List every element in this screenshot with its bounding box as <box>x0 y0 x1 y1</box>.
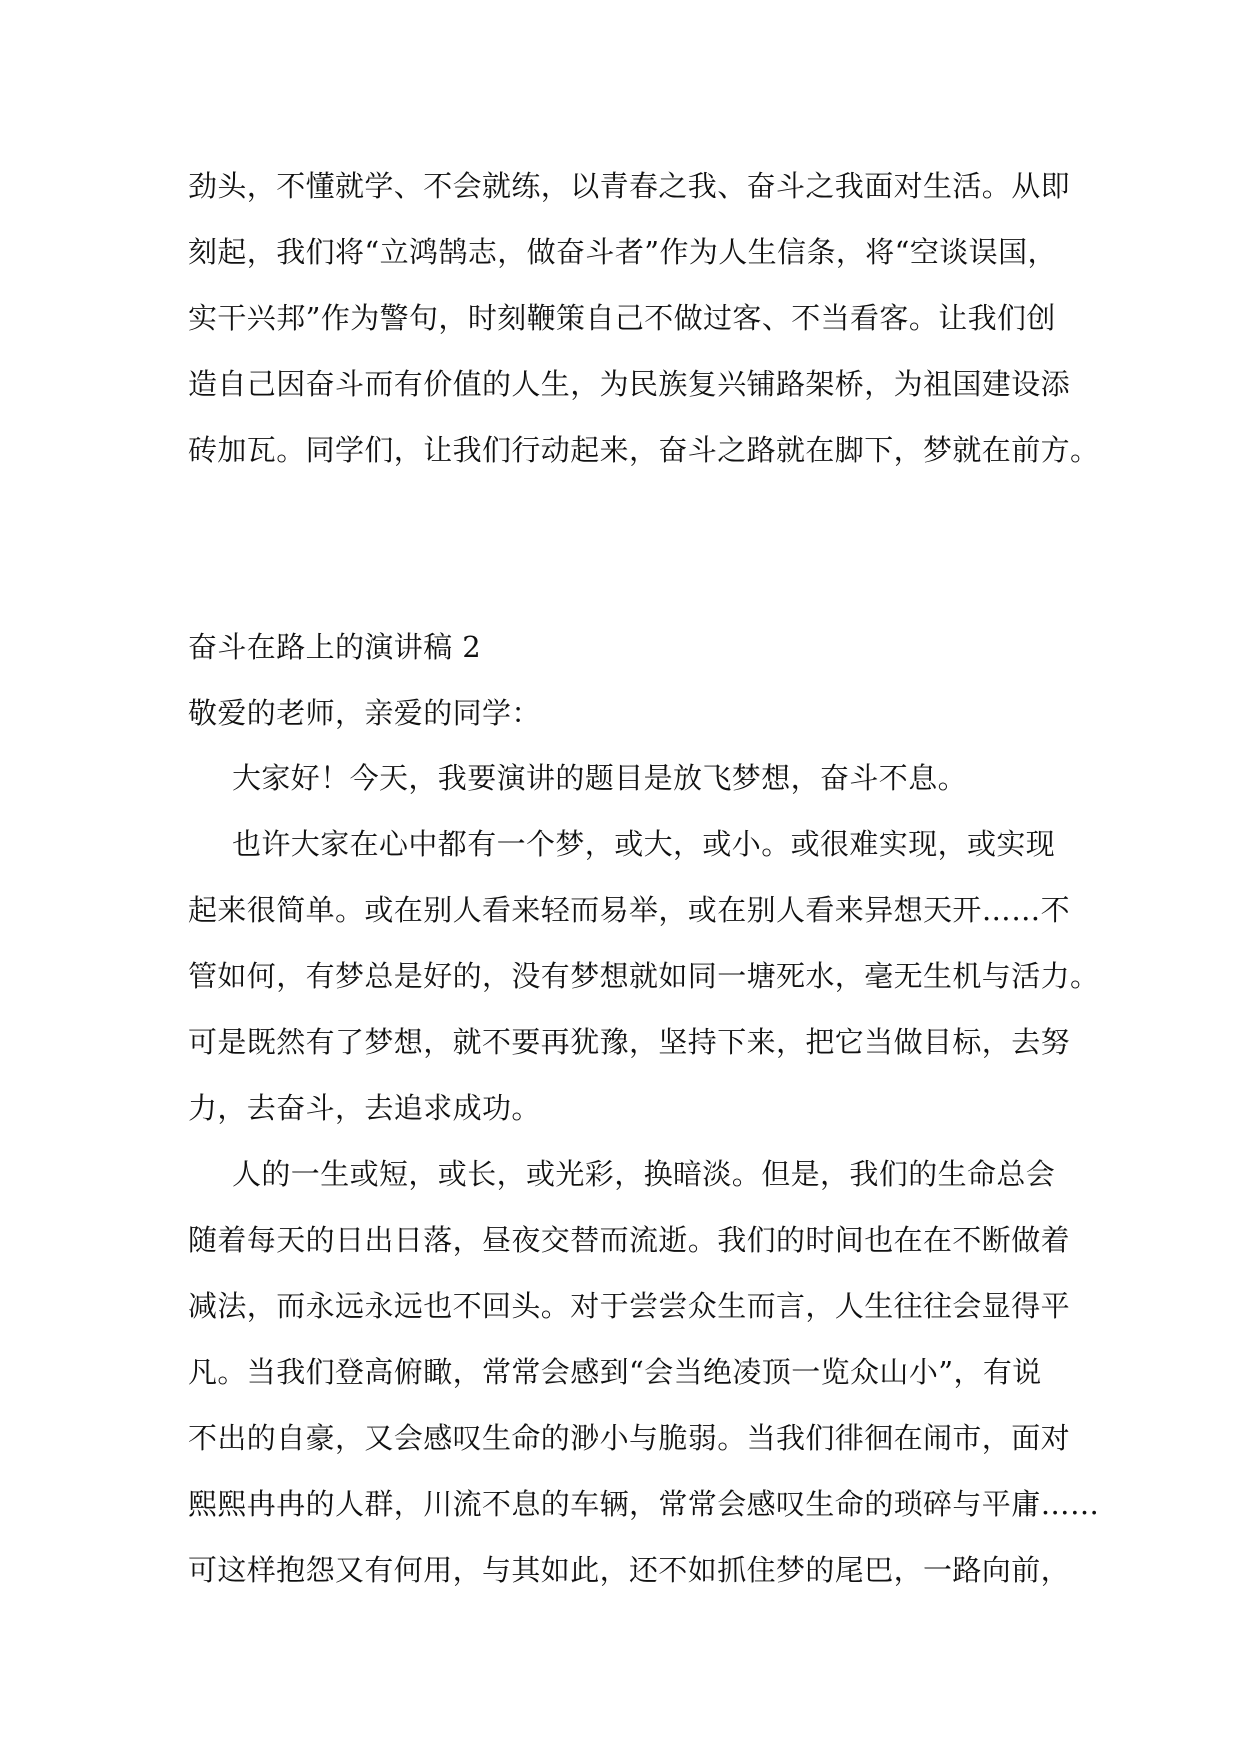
text-line: 人的一生或短，或长，或光彩，换暗淡。但是，我们的生命总会 <box>232 1157 1056 1191</box>
section-title: 奋斗在路上的演讲稿 2 <box>188 630 482 664</box>
text-line: 刻起，我们将“立鸿鹄志，做奋斗者”作为人生信条，将“空谈误国， <box>188 235 1057 269</box>
text-line: 可这样抱怨又有何用，与其如此，还不如抓住梦的尾巴，一路向前， <box>188 1553 1071 1587</box>
text-line: 可是既然有了梦想，就不要再犹豫，坚持下来，把它当做目标，去努 <box>188 1025 1071 1059</box>
salutation: 敬爱的老师，亲爱的同学： <box>188 696 541 730</box>
text-line: 实干兴邦”作为警句，时刻鞭策自己不做过客、不当看客。让我们创 <box>188 301 1056 335</box>
text-line: 凡。当我们登高俯瞰，常常会感到“会当绝凌顶一览众山小”，有说 <box>188 1355 1042 1389</box>
paragraph-life <box>188 1141 1100 1603</box>
paragraph-dream <box>188 811 1100 1141</box>
text-line: 大家好！今天，我要演讲的题目是放飞梦想，奋斗不息。 <box>232 761 968 795</box>
text-line: 管如何，有梦总是好的，没有梦想就如同一塘死水，毫无生机与活力。 <box>188 959 1100 993</box>
text-line: 熙熙冉冉的人群，川流不息的车辆，常常会感叹生命的琐碎与平庸…… <box>188 1487 1100 1521</box>
paragraph-greeting <box>188 745 1048 811</box>
text-line: 力，去奋斗，去追求成功。 <box>188 1091 541 1125</box>
text-line: 劲头，不懂就学、不会就练，以青春之我、奋斗之我面对生活。从即 <box>188 169 1071 203</box>
text-line: 也许大家在心中都有一个梦，或大，或小。或很难实现，或实现 <box>232 827 1056 861</box>
text-line: 起来很简单。或在别人看来轻而易举，或在别人看来异想天开……不 <box>188 893 1071 927</box>
text-line: 砖加瓦。同学们，让我们行动起来，奋斗之路就在脚下，梦就在前方。 <box>188 433 1100 467</box>
text-line: 不出的自豪，又会感叹生命的渺小与脆弱。当我们徘徊在闹市，面对 <box>188 1421 1071 1455</box>
top-paragraph <box>188 153 1100 483</box>
speech-body <box>188 745 1100 1603</box>
text-line: 随着每天的日出日落，昼夜交替而流逝。我们的时间也在在不断做着 <box>188 1223 1071 1257</box>
text-line: 造自己因奋斗而有价值的人生，为民族复兴铺路架桥，为祖国建设添 <box>188 367 1071 401</box>
speech-header <box>188 614 1048 746</box>
text-line: 减法，而永远永远也不回头。对于尝尝众生而言，人生往往会显得平 <box>188 1289 1071 1323</box>
paragraph-continued <box>188 153 1100 483</box>
